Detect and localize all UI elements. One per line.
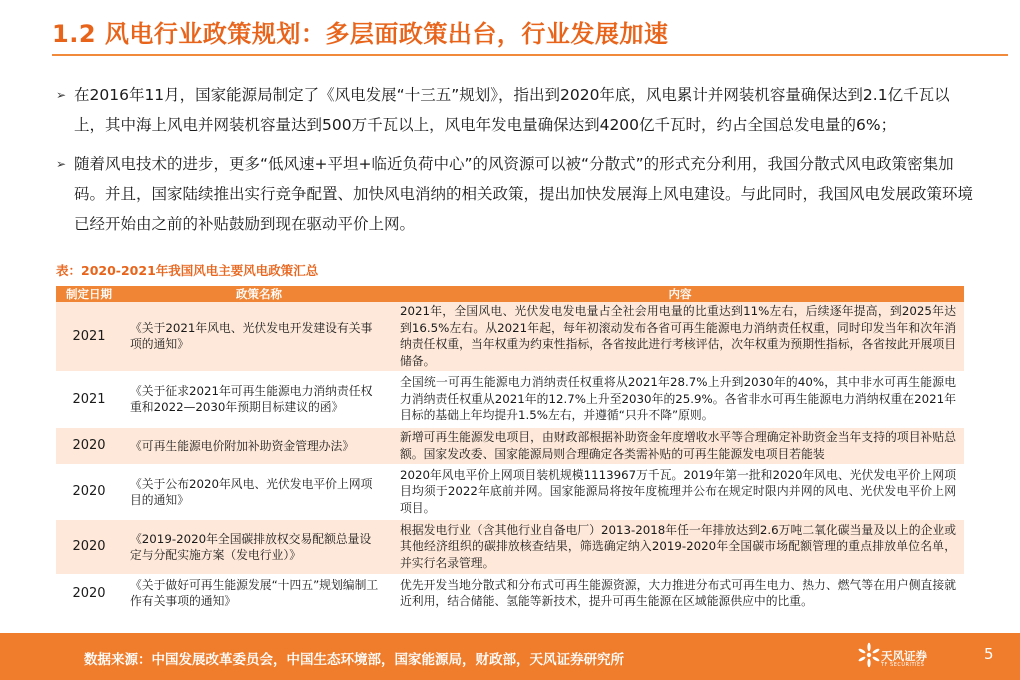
page-number: 5 xyxy=(984,645,994,663)
cell-date: 2021 xyxy=(56,371,122,427)
company-logo xyxy=(858,641,953,673)
cell-policy-name: 《关于公布2020年风电、光伏发电平价上网项目的通知》 xyxy=(122,464,396,519)
footer-bar xyxy=(0,633,1020,680)
cell-content: 优先开发当地分散式和分布式可再生能源资源，大力推进分布式可再生电力、热力、燃气等在用户侧直接就近利用，结合储能、氢能等新技术，提升可再生能源在区域能源供应中的比重。 xyxy=(396,574,964,612)
bullet-arrow-icon: ➢ xyxy=(56,157,67,171)
cell-date: 2020 xyxy=(56,519,122,574)
cell-content: 根据发电行业（含其他行业自备电厂）2013-2018年任一年排放达到2.6万吨二氧化碳当量及以上的企业或其他经济组织的碳排放核查结果，筛选确定纳入2019-2020年全国碳市场配额管理的重点排放单位名单，并实行名录管理。 xyxy=(396,519,964,574)
title-divider xyxy=(52,54,1008,56)
fan-logo-icon xyxy=(858,641,880,669)
cell-policy-name: 《关于征求2021年可再生能源电力消纳责任权重和2022—2030年预期目标建议的函》 xyxy=(122,371,396,427)
header-date: 制定日期 xyxy=(56,286,122,302)
table-row xyxy=(56,574,964,612)
bullet-list xyxy=(56,80,976,248)
page-title: 1.2 风电行业政策规划：多层面政策出台，行业发展加速 xyxy=(52,20,669,48)
table-row xyxy=(56,519,964,574)
table-row xyxy=(56,302,964,371)
bullet-text: 随着风电技术的进步，更多“低风速+平坦+临近负荷中心”的风资源可以被“分散式”的形式充分利用，我国分散式风电政策密集加码。并且，国家陆续推出实行竞争配置、加快风电消纳的相关政策，提出加快发展海上风电建设。与此同时，我国风电发展政策环境已经开始由之前的补贴鼓励到现在驱动平价上网。 xyxy=(74,155,974,233)
logo-name: 天风证券 xyxy=(881,649,927,663)
bullet-item xyxy=(56,149,976,239)
cell-content: 2021年，全国风电、光伏发电发电量占全社会用电量的比重达到11%左右，后续逐年提高，到2025年达到16.5%左右。从2021年起，每年初滚动发布各省可再生能源电力消纳责任权重，同时印发当年和次年消纳责任权重，当年权重为约束性指标，各省按此进行考核评估，次年权重为预期性指标，各省按此开展项目储备。 xyxy=(396,302,964,371)
cell-content: 全国统一可再生能源电力消纳责任权重将从2021年28.7%上升到2030年的40%，其中非水可再生能源电力消纳责任权重从2021年的12.7%上升至2030年的25.9%。各省非水可再生能源电力消纳权重在2021年目标的基础上年均提升1.5%左右，并遵循“只升不降”原则。 xyxy=(396,371,964,427)
bullet-arrow-icon: ➢ xyxy=(56,88,67,102)
cell-policy-name: 《关于2021年风电、光伏发电开发建设有关事项的通知》 xyxy=(122,302,396,371)
header-content: 内容 xyxy=(396,286,964,302)
cell-date: 2020 xyxy=(56,464,122,519)
header-policy-name: 政策名称 xyxy=(122,286,396,302)
data-source: 数据来源：中国发展改革委员会，中国生态环境部，国家能源局，财政部，天风证券研究所 xyxy=(84,652,624,668)
cell-content: 2020年风电平价上网项目装机规模1113967万千瓦。2019年第一批和2020年风电、光伏发电平价上网项目均须于2022年底前并网。国家能源局将按年度梳理并公布在规定时限内并网的风电、光伏发电平价上网项目。 xyxy=(396,464,964,519)
logo-subtitle: TF SECURITIES xyxy=(881,662,925,668)
bullet-item xyxy=(56,80,976,140)
cell-date: 2021 xyxy=(56,302,122,371)
cell-policy-name: 《2019-2020年全国碳排放权交易配额总量设定与分配实施方案（发电行业）》 xyxy=(122,519,396,574)
cell-policy-name: 《关于做好可再生能源发展“十四五”规划编制工作有关事项的通知》 xyxy=(122,574,396,612)
table-caption: 表：2020-2021年我国风电主要风电政策汇总 xyxy=(56,263,319,278)
table-row xyxy=(56,464,964,519)
policy-table xyxy=(56,286,964,613)
cell-content: 新增可再生能源发电项目，由财政部根据补助资金年度增收水平等合理确定补助资金当年支持的项目补贴总额。国家发改委、国家能源局则合理确定各类需补贴的可再生能源发电项目若能装 xyxy=(396,427,964,464)
cell-date: 2020 xyxy=(56,427,122,464)
table-header-row xyxy=(56,286,964,302)
bullet-text: 在2016年11月，国家能源局制定了《风电发展“十三五”规划》，指出到2020年底，风电累计并网装机容量确保达到2.1亿千瓦以上，其中海上风电并网装机容量达到500万千瓦以上，风电年发电量确保达到4200亿千瓦时，约占全国总发电量的6%； xyxy=(74,86,950,134)
cell-date: 2020 xyxy=(56,574,122,612)
table-row xyxy=(56,427,964,464)
table-row xyxy=(56,371,964,427)
cell-policy-name: 《可再生能源电价附加补助资金管理办法》 xyxy=(122,427,396,464)
